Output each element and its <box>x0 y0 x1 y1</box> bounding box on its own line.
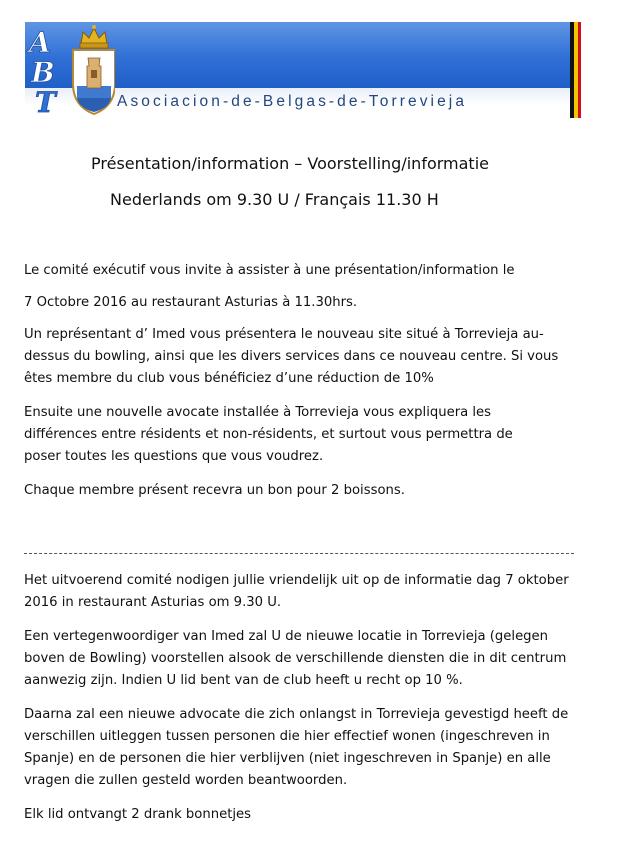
svg-text:T: T <box>35 86 56 118</box>
shield-icon <box>73 50 115 114</box>
crown-icon <box>80 25 108 48</box>
organization-name: Asociacion-de-Belgas-de-Torrevieja <box>117 93 468 110</box>
french-paragraph-2: 7 Octobre 2016 au restaurant Asturias à 11.30hrs. <box>24 295 358 310</box>
flag-stripe-red <box>578 22 581 118</box>
french-paragraph-1: Le comité exécutif vous invite à assister à une présentation/information le <box>24 263 515 278</box>
french-paragraph-4: Ensuite une nouvelle avocate installée à Torrevieja vous expliquera les différences entre résidents et non-résidents, et surtout vous permettra de poser toutes les questions que vous voudrez. <box>24 405 513 464</box>
svg-text:B: B <box>31 56 55 89</box>
section-divider <box>24 553 574 554</box>
svg-text:A: A <box>29 26 51 59</box>
session-times: Nederlands om 9.30 U / Français 11.30 H <box>110 190 439 209</box>
french-paragraph-3: Un représentant d’ Imed vous présentera le nouveau site situé à Torrevieja au-dessus du bowling, ainsi que les divers services dans ce nouveau centre. Si vous êtes membre du club vous bénéficiez d’une réduction de 10% <box>24 327 559 386</box>
club-logo <box>25 22 115 118</box>
dutch-paragraph-4: Elk lid ontvangt 2 drank bonnetjes <box>24 807 252 822</box>
french-paragraph-5: Chaque membre présent recevra un bon pour 2 boissons. <box>24 483 405 498</box>
document-title: Présentation/information – Voorstelling/informatie <box>91 154 489 173</box>
dutch-paragraph-1: Het uitvoerend comité nodigen jullie vriendelijk uit op de informatie dag 7 oktober 2016 in restaurant Asturias om 9.30 U. <box>24 573 569 610</box>
dutch-paragraph-2: Een vertegenwoordiger van Imed zal U de nieuwe locatie in Torrevieja (gelegen boven de Bowling) voorstellen alsook de verschillende diensten die in dit centrum aanwezig zijn. Indien U lid bent van de club heeft u recht op 10 %. <box>24 629 567 688</box>
dutch-paragraph-3: Daarna zal een nieuwe advocate die zich onlangst in Torrevieja gevestigd heeft de verschillen uitleggen tussen personen die hier effectief wonen (ingeschreven in Spanje) en de personen die hier verblijven (niet ingeschreven in Spanje) en alle vragen die zullen gesteld worden beantwoorden. <box>24 707 569 788</box>
header-banner <box>25 22 581 118</box>
